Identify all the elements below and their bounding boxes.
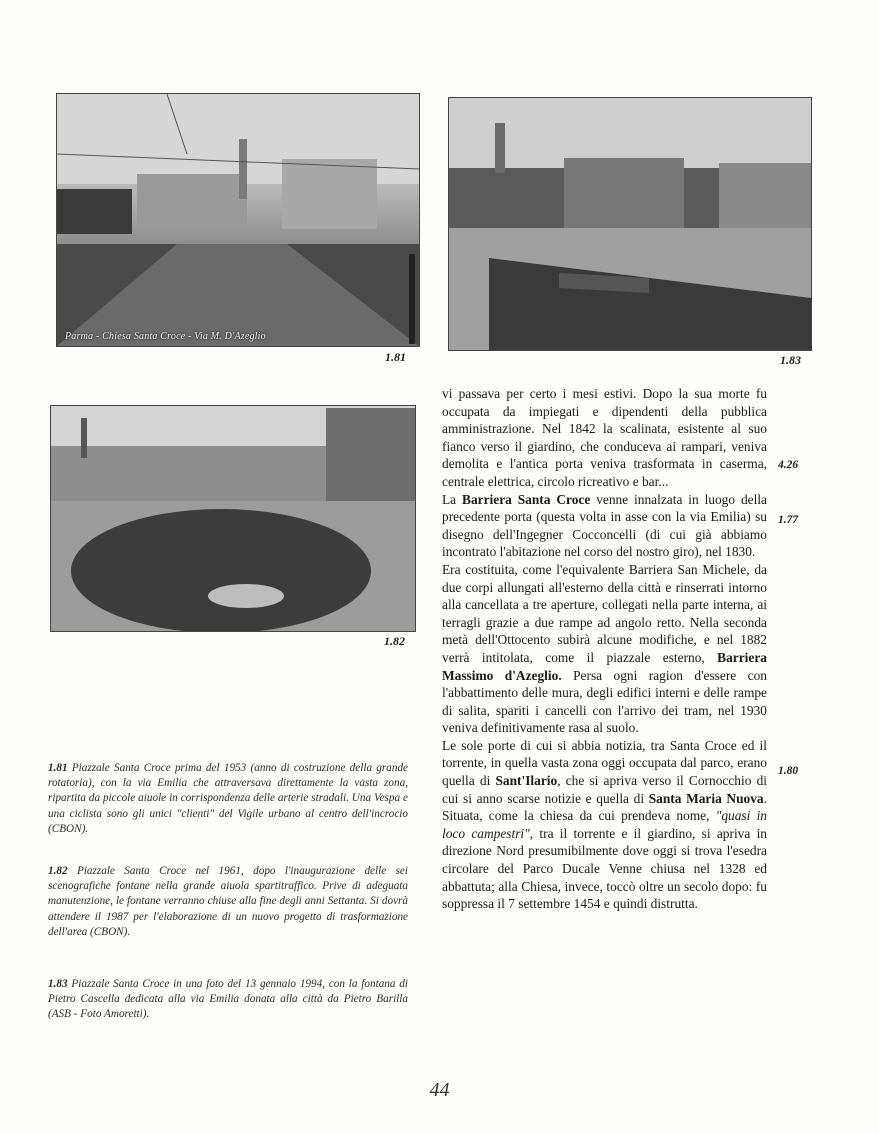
paragraph-2-text: La bbox=[442, 491, 463, 507]
caption-1-82 bbox=[48, 864, 408, 940]
santilario: Sant'Ilario bbox=[495, 773, 558, 789]
margin-ref-4-26: 4.26 bbox=[778, 459, 799, 471]
caption-number: 1.81 bbox=[48, 762, 68, 774]
paragraph-2-text-end: venne innalzata in luogo della precedente porta (questa volta in asse con la via Emilia) su disegno dell'Ingegner Cocconcelli (di cui già abbiamo incontrato l'abitazione nel corso del nostro giro), nel 1830. bbox=[442, 491, 767, 560]
caption-text: Piazzale Santa Croce prima del 1953 (anno di costruzione della grande rotatoria), con la via Emilia che attraversava direttamente la vasta zona, ripartita da piccole aiuole in corrispondenza delle arterie stradali. Una Vespa e una ciclista sono gli unici "clienti" del Vigile urbano al centro dell'incrocio (CBON). bbox=[48, 762, 408, 835]
caption-text: Piazzale Santa Croce in una foto del 13 gennaio 1994, con la fontana di Pietro Cascella dedicata alla via Emilia donata alla città da Pietro Barilla (ASB - Foto Amoretti). bbox=[48, 978, 409, 1021]
paragraph-2 bbox=[442, 491, 767, 561]
paragraph-4-text-end: , tra il torrente e il giardino, si apriva in direzione Nord presumibilmente dove oggi si trova l'esedra circolare del Parco Ducale Venne chiusa nel 1328 ed abbattuta; alla Chiesa, invece, toccò oltre un secolo dopo: fu soppressa il 7 settembre 1454 e quindi distrutta. bbox=[442, 825, 767, 912]
caption-1-83 bbox=[48, 977, 408, 1023]
paragraph-3-text-end: Persa ogni ragion d'essere con l'abbattimento delle mura, degli edifici interni e delle rampe di salita, spariti i cancelli con l'arrivo dei tram, nel 1930 veniva definitivamente rasa al suolo. bbox=[442, 667, 767, 736]
paragraph-4-text-mid2: . Situata, come la chiesa da cui prendeva nome, bbox=[442, 790, 767, 824]
figure-number-1-82: 1.82 bbox=[384, 634, 405, 648]
caption-number: 1.83 bbox=[48, 978, 68, 990]
page-number: 44 bbox=[429, 1079, 450, 1101]
caption-number: 1.82 bbox=[48, 865, 68, 877]
paragraph-3 bbox=[442, 561, 767, 737]
photo-1-81-image bbox=[57, 94, 419, 346]
latin-quote: "quasi in loco campestri" bbox=[442, 808, 767, 841]
barriera-massimo-dazeglio: Barriera Massimo d'Azeglio. bbox=[442, 649, 767, 683]
paragraph-4 bbox=[442, 737, 767, 913]
photo-1-83-image bbox=[449, 98, 811, 350]
santa-maria-nuova: Santa Maria Nuova bbox=[648, 790, 764, 806]
paragraph-4-text: Le sole porte di cui si abbia notizia, tra Santa Croce ed il torrente, in quella vasta zona oggi occupata dal parco, erano quella di bbox=[442, 737, 767, 789]
paragraph-1: vi passava per certo i mesi estivi. Dopo la sua morte fu occupata da impiegati e dipendenti della pubblica amministrazione. Nel 1842 la scalinata, esistente al suo fianco verso il giardino, che conduceva ai rampari, veniva demolita e l'antica porta veniva trasformata in caserma, centrale elettrica, circolo ricreativo e bar... bbox=[442, 386, 767, 489]
barriera-santa-croce: Barriera Santa Croce bbox=[462, 491, 591, 507]
margin-ref-1-77: 1.77 bbox=[778, 514, 799, 526]
photo-1-82 bbox=[50, 405, 416, 632]
figure-number-1-81: 1.81 bbox=[385, 350, 406, 364]
photo-1-83 bbox=[448, 97, 812, 351]
caption-1-81 bbox=[48, 761, 408, 837]
body-text bbox=[442, 385, 767, 913]
photo-1-82-image bbox=[51, 406, 415, 631]
photo-1-81-overlay-text: Parma - Chiesa Santa Croce - Via M. D'Azeglio bbox=[65, 331, 266, 342]
caption-text: Piazzale Santa Croce nel 1961, dopo l'inaugurazione delle sei scenografiche fontane nella grande aiuola spartitraffico. Prive di adeguata manutenzione, le fontane verranno chiuse alla fine degli anni Settanta. Si dovrà attendere il 1987 per l'elaborazione di un nuovo progetto di trasformazione dell'area (CBON). bbox=[48, 865, 409, 938]
paragraph-3-text: Era costituita, come l'equivalente Barriera San Michele, da due corpi allungati all'esterno della città e rinserrati intorno alla cancellata a tre aperture, collegati nella parte interna, ai terragli grazie a due rampe ad angolo retto. Nella seconda metà dell'Ottocento subirà alcune modifiche, e nel 1882 verrà intitolata, come il piazzale esterno, bbox=[442, 561, 767, 665]
photo-1-81 bbox=[56, 93, 420, 347]
margin-ref-1-80: 1.80 bbox=[778, 765, 799, 777]
paragraph-4-text-mid: , che si apriva verso il Cornocchio di cui si anno scarse notizie e quella di bbox=[442, 773, 767, 806]
figure-number-1-83: 1.83 bbox=[780, 353, 801, 367]
